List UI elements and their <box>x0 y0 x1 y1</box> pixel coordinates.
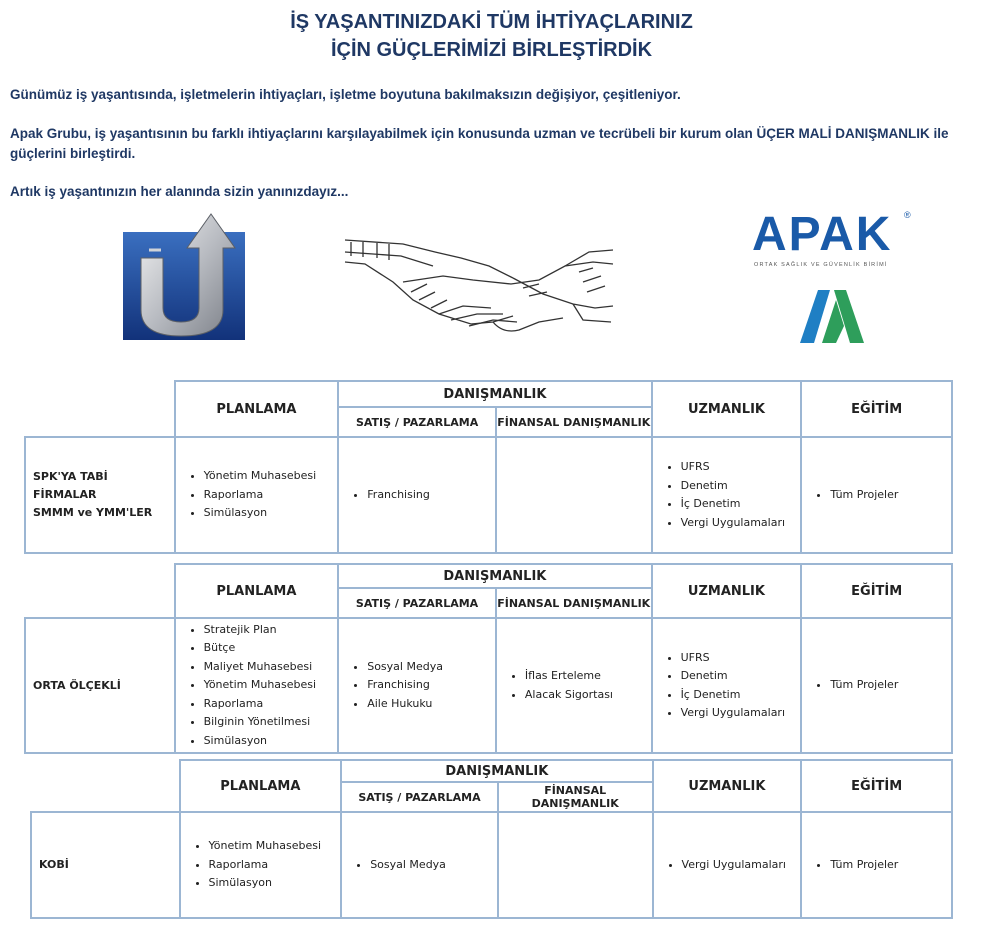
list-item: • İflas Erteleme <box>525 667 651 686</box>
cell-egitim <box>801 437 952 553</box>
apak-logo <box>752 210 917 350</box>
list-item: • UFRS <box>681 458 801 477</box>
apak-registered-mark: ® <box>904 210 911 220</box>
row-label-kobi <box>31 812 180 918</box>
list-item: • Raporlama <box>204 695 338 714</box>
list-item: • İç Denetim <box>681 495 801 514</box>
cell-uzmanlik <box>652 437 802 553</box>
row-label-line: ORTA ÖLÇEKLİ <box>33 678 121 692</box>
table-corner <box>25 381 175 437</box>
column-uzmanlik: UZMANLIK <box>652 564 802 618</box>
cell-satis <box>338 618 496 753</box>
list-item: • Denetim <box>681 667 801 686</box>
list-item: • Franchising <box>367 486 495 505</box>
list-item: • Maliyet Muhasebesi <box>204 658 338 677</box>
intro-paragraph: Günümüz iş yaşantısında, işletmelerin ihtiyaçları, işletme boyutuna bakılmaksızın değişiyor, çeşitleniyor. <box>10 87 681 102</box>
list-item: • Stratejik Plan <box>204 621 338 640</box>
list-item: • Yönetim Muhasebesi <box>204 467 338 486</box>
list-item: • Denetim <box>681 477 801 496</box>
list-item: • UFRS <box>681 649 801 668</box>
cell-planlama <box>180 812 342 918</box>
handshake-icon <box>343 222 615 352</box>
column-finansal: FİNANSAL DANIŞMANLIK <box>496 407 652 437</box>
apak-wordmark: APAK <box>752 208 893 261</box>
services-table-spk <box>24 380 953 554</box>
list-item: • Raporlama <box>204 486 338 505</box>
list-item: • Tüm Projeler <box>830 486 951 505</box>
column-egitim: EĞİTİM <box>801 564 952 618</box>
row-label-line: SMMM ve YMM'LER <box>33 506 153 519</box>
services-table-orta <box>24 563 953 754</box>
list-item: • Tüm Projeler <box>830 676 951 695</box>
column-uzmanlik: UZMANLIK <box>653 760 802 812</box>
list-item: • Vergi Uygulamaları <box>682 856 801 875</box>
column-danismanlik: DANIŞMANLIK <box>338 381 651 407</box>
list-item: • Franchising <box>367 676 495 695</box>
column-planlama: PLANLAMA <box>175 381 339 437</box>
column-planlama: PLANLAMA <box>175 564 339 618</box>
partnership-paragraph: Apak Grubu, iş yaşantısının bu farklı ihtiyaçlarını karşılayabilmek için konusunda uzman ve tecrübeli bir kurum olan ÜÇER MALİ DANIŞMANLIK ile güçlerini birleştirdi. <box>10 126 949 161</box>
column-uzmanlik: UZMANLIK <box>652 381 802 437</box>
table-corner <box>25 564 175 618</box>
apak-subtitle: ORTAK SAĞLIK VE GÜVENLİK BİRİMİ <box>754 262 888 268</box>
list-item: • Simülasyon <box>204 504 338 523</box>
list-item: • Bilginin Yönetilmesi <box>204 713 338 732</box>
heading-line-2: İÇİN GÜÇLERİMİZİ BİRLEŞTİRDİK <box>330 39 653 61</box>
table-corner <box>31 760 180 812</box>
column-finansal: FİNANSAL DANIŞMANLIK <box>496 588 652 618</box>
list-item: • Simülasyon <box>204 732 338 751</box>
list-item: • Sosyal Medya <box>367 658 495 677</box>
page-heading <box>0 8 983 64</box>
services-table-kobi <box>30 759 953 919</box>
list-item: • Tüm Projeler <box>830 856 951 875</box>
apak-symbol-icon <box>800 290 864 345</box>
list-item: • Sosyal Medya <box>370 856 497 875</box>
column-egitim: EĞİTİM <box>801 760 952 812</box>
list-item: • Vergi Uygulamaları <box>681 704 801 723</box>
cell-egitim <box>801 618 952 753</box>
list-item: • Vergi Uygulamaları <box>681 514 801 533</box>
cell-finansal <box>496 618 652 753</box>
cell-planlama <box>175 437 339 553</box>
column-planlama: PLANLAMA <box>180 760 342 812</box>
row-label-spk <box>25 437 175 553</box>
row-label-line: SPK'YA TABİ <box>33 470 108 483</box>
column-satis: SATIŞ / PAZARLAMA <box>341 782 498 812</box>
list-item: • Simülasyon <box>209 874 341 893</box>
column-satis: SATIŞ / PAZARLAMA <box>338 407 496 437</box>
cell-finansal <box>496 437 652 553</box>
cell-uzmanlik <box>653 812 802 918</box>
row-label-line: KOBİ <box>39 858 69 871</box>
list-item: • Raporlama <box>209 856 341 875</box>
row-label-orta <box>25 618 175 753</box>
list-item: • Bütçe <box>204 639 338 658</box>
column-finansal: FİNANSAL DANIŞMANLIK <box>498 782 653 812</box>
list-item: • İç Denetim <box>681 686 801 705</box>
column-satis: SATIŞ / PAZARLAMA <box>338 588 496 618</box>
cell-finansal <box>498 812 653 918</box>
list-item: • Yönetim Muhasebesi <box>204 676 338 695</box>
cell-uzmanlik <box>652 618 802 753</box>
column-danismanlik: DANIŞMANLIK <box>341 760 652 782</box>
row-label-line: FİRMALAR <box>33 488 97 501</box>
column-egitim: EĞİTİM <box>801 381 952 437</box>
cell-planlama <box>175 618 339 753</box>
cell-egitim <box>801 812 952 918</box>
column-danismanlik: DANIŞMANLIK <box>338 564 651 588</box>
closing-paragraph: Artık iş yaşantınızın her alanında sizin yanınızdayız... <box>10 184 349 199</box>
list-item: • Aile Hukuku <box>367 695 495 714</box>
list-item: • Alacak Sigortası <box>525 686 651 705</box>
heading-line-1: İŞ YAŞANTINIZDAKİ TÜM İHTİYAÇLARINIZ <box>290 11 693 33</box>
cell-satis <box>338 437 496 553</box>
list-item: • Yönetim Muhasebesi <box>209 837 341 856</box>
cell-satis <box>341 812 498 918</box>
ucer-logo <box>123 210 245 345</box>
